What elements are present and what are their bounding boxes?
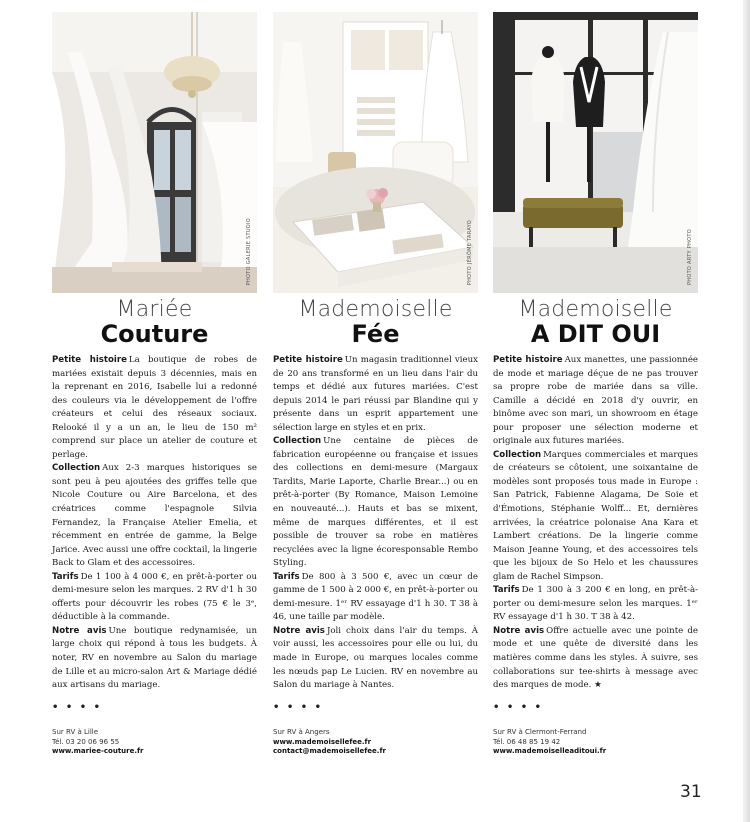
boutique-photo-illustration <box>52 12 257 293</box>
column-mariee-couture <box>52 12 257 693</box>
column-mademoiselle-fee <box>273 12 478 693</box>
section-label: Collection <box>273 436 322 447</box>
section-text: Une centaine de pièces de fabrication européenne ou française et issues des collections en demi-mesure (Margaux Tardits, Marie Laporte, Charlie Brear...) ou en prêt-à-porter (By Romance, Maison Lemoine en nouveauté...). Hauts et bas se mixent, même de marques différentes, et il est possible de trouver sa robe en matières recyclées avec la ligne écoresponsable Rembo Styling. <box>273 436 478 569</box>
contact-info <box>273 728 478 757</box>
info-phone: Tél. 06 48 85 19 42 <box>493 737 561 746</box>
showroom-photo-illustration <box>493 12 698 293</box>
section-collection <box>273 435 478 570</box>
page-number: 31 <box>680 782 702 802</box>
info-city: Sur RV à Clermont-Ferrand <box>493 728 587 736</box>
separator-dots: • • • • <box>493 702 544 713</box>
section-label: Tarifs <box>273 571 300 582</box>
section-label: Collection <box>493 449 542 460</box>
info-phone: Tél. 03 20 06 96 55 <box>52 737 120 746</box>
photo-credit: PHOTO GALERIE STUDIO <box>246 217 252 285</box>
section-text: De 1 300 à 3 200 € en long, en prêt-à-porter ou demi-mesure selon les marques. 1ᵉʳ RV essayage d'1 h 30. T 38 à 42. <box>493 585 698 623</box>
title-line2: Fée <box>351 320 400 348</box>
article-body <box>493 354 698 693</box>
section-tarifs <box>273 571 478 625</box>
info-website-link[interactable]: www.mademoiselleaditoui.fr <box>493 747 607 756</box>
section-label: Collection <box>52 463 101 474</box>
section-tarifs <box>493 584 698 625</box>
section-notre-avis <box>273 625 478 693</box>
section-label: Tarifs <box>493 585 520 596</box>
page-edge <box>743 0 750 822</box>
section-label: Notre avis <box>273 625 325 636</box>
column-mademoiselle-a-dit-oui <box>493 12 698 693</box>
section-label: Petite histoire <box>52 355 127 365</box>
photo-credit: PHOTO JÉRÔME TARAYO <box>467 219 473 285</box>
title-line1: Mademoiselle <box>298 297 453 322</box>
photo-mariee-couture <box>52 12 257 293</box>
title-line2: A DIT OUI <box>530 320 661 348</box>
section-text: La boutique de robes de mariées existait depuis 3 décennies, mais en la reprenant en 2016, Isabelle lui a redonné des couleurs via le développement de l'offre créateurs et celui des réseaux sociaux. Relooké il y a un an, le lieu de 150 m² comprend sur place un atelier de couture et perlage. <box>52 355 257 460</box>
section-petite-histoire <box>273 354 478 435</box>
info-city: Sur RV à Angers <box>273 728 330 736</box>
section-label: Notre avis <box>52 625 107 636</box>
section-label: Petite histoire <box>493 355 563 365</box>
photo-credit: PHOTO ARTY PHOTO <box>687 228 693 285</box>
section-text: De 800 à 3 500 €, avec un cœur de gamme de 1 500 à 2 000 €, en prêt-à-porter ou demi-mesure. 1ᵉʳ RV essayage d'1 h 30. T 38 à 46, une taille par modèle. <box>273 571 478 623</box>
info-website-link[interactable]: www.mademoisellefee.fr <box>273 737 372 746</box>
section-petite-histoire <box>493 354 698 449</box>
title-line1: Mariée <box>116 297 193 322</box>
section-text: Aux 2-3 marques historiques se sont peu à peu ajoutées des griffes telle que Nicole Couture ou Aire Barcelona, et des créatrices comme l'espagnole Silvia Fernandez, la Française Atelier Emelia, et récemment en entrée de gamme, la Belge Jarice. Avec aussi une offre cocktail, la lingerie Back to Glam et des accessoires. <box>52 463 257 569</box>
section-collection <box>493 449 698 584</box>
info-website-link[interactable]: www.mariee-couture.fr <box>52 747 144 756</box>
section-label: Notre avis <box>493 625 545 636</box>
section-text: Aux manettes, une passionnée de mode et mariage déçue de ne pas trouver sa propre robe de mariée dans sa ville. Camille a décidé en 2018 d'y ouvrir, en binôme avec son mari, un showroom en étage pour proposer une sélection moderne et originale aux futures mariées. <box>493 355 698 447</box>
info-city: Sur RV à Lille <box>52 728 99 736</box>
section-text: Un magasin traditionnel vieux de 20 ans transformé en un lieu dans l'air du temps et dédié aux futures mariées. C'est depuis 2014 le pari réussi par Blandine qui y présente dans un esprit appartement une sélection large en styles et en prix. <box>273 355 479 433</box>
photo-mademoiselle-fee <box>273 12 478 293</box>
separator-dots: • • • • <box>52 702 103 713</box>
section-text: Marques commerciales et marques de créateurs se côtoient, une soixantaine de modèles sont proposés tous made in Europe : San Patrick, Fabienne Alagama, De Soie et d'Émotions, Stéphanie Wolff... Et, dernières arrivées, la créatrice polonaise Ana Kara et Lambert créations. De la lingerie comme Maison Jeanne Young, et des accessoires tels que les bijoux de So Helo et les chaussures glam de Rachel Simpson. <box>493 449 698 582</box>
title-line1: Mademoiselle <box>518 297 673 322</box>
section-tarifs <box>52 571 257 625</box>
photo-mademoiselle-a-dit-oui <box>493 12 698 293</box>
section-text: Offre actuelle avec une pointe de mode et une quête de diversité dans les matières comme dans les styles. À suivre, ses collaborations sur tee-shirts à message avec des marques de mode. ★ <box>493 625 698 691</box>
contact-info <box>493 728 698 757</box>
info-email-link[interactable]: contact@mademoisellefee.fr <box>273 747 386 756</box>
section-text: Joli choix dans l'air du temps. À voir aussi, les accessoires pour elle ou lui, du made in Europe, ou marques locales comme les nœuds pap Le Lucien. RV en novembre au Salon du mariage à Nantes. <box>273 625 478 691</box>
section-notre-avis <box>52 625 257 693</box>
section-text: Une boutique redynamisée, un large choix qui répond à tous les budgets. À noter, RV en novembre au Salon du mariage de Lille et au micro-salon Art & Mariage dédié aux artisans du mariage. <box>52 625 257 691</box>
section-notre-avis <box>493 625 698 693</box>
contact-info <box>52 728 257 757</box>
salon-photo-illustration <box>273 12 478 293</box>
article-body <box>273 354 478 693</box>
section-text: De 1 100 à 4 000 €, en prêt-à-porter ou demi-mesure selon les marques. 2 RV d'1 h 30 offerts pour découvrir les robes (75 € le 3ᵉ, déductible à la commande. <box>52 571 257 623</box>
section-collection <box>52 462 257 570</box>
title-line2: Couture <box>100 320 209 348</box>
section-petite-histoire <box>52 354 257 462</box>
section-label: Tarifs <box>52 571 79 582</box>
section-label: Petite histoire <box>273 355 343 365</box>
article-body <box>52 354 257 693</box>
separator-dots: • • • • <box>273 702 324 713</box>
